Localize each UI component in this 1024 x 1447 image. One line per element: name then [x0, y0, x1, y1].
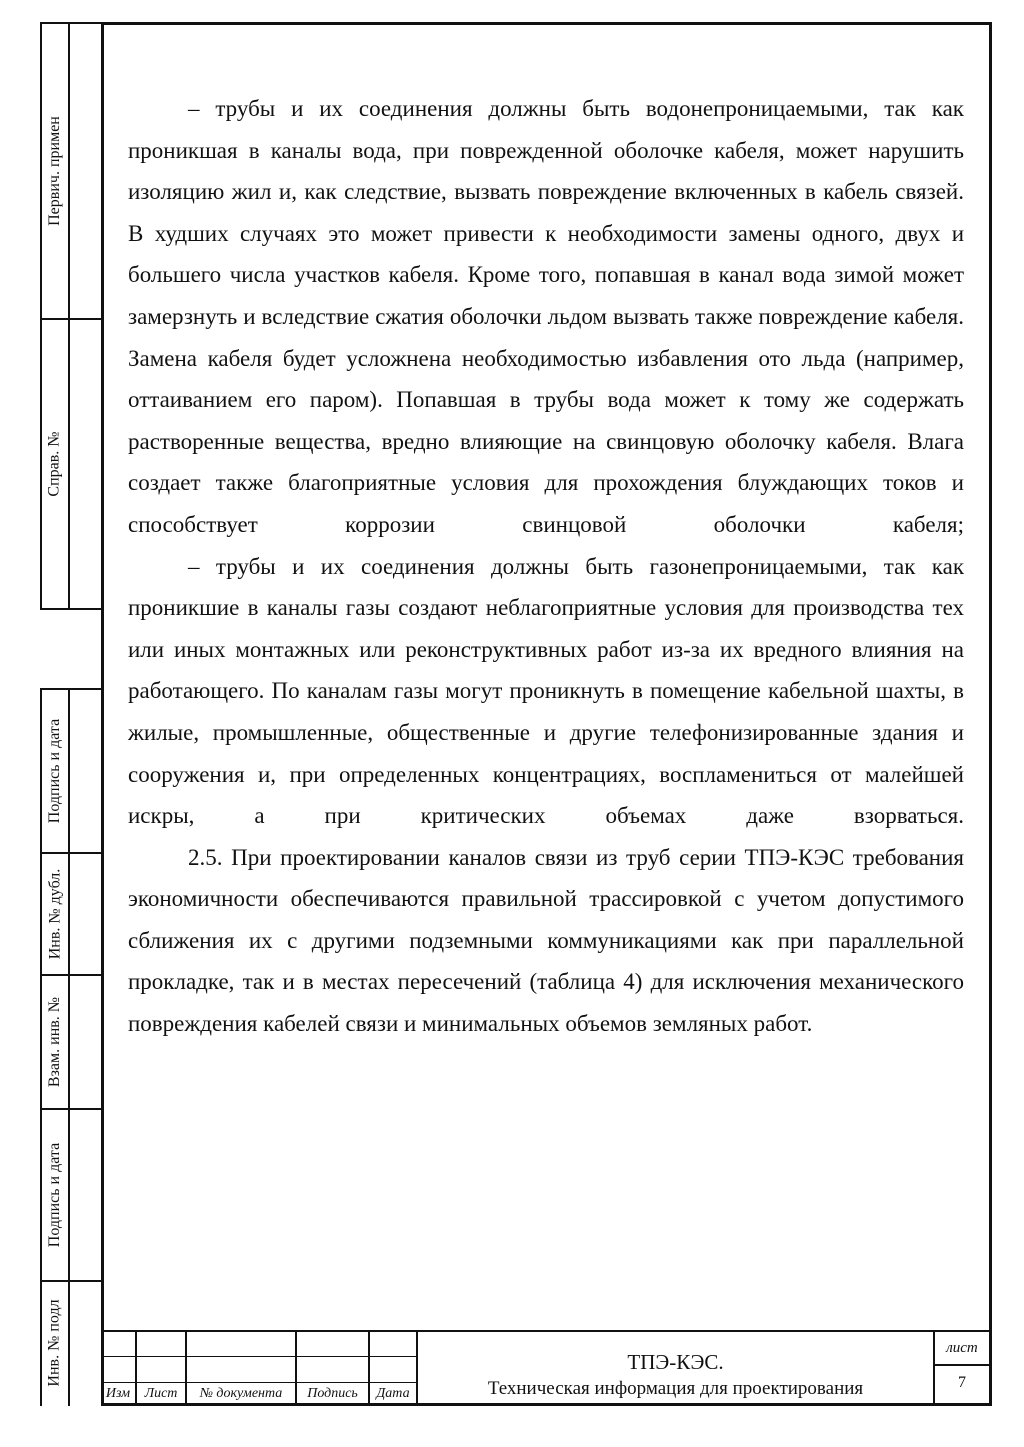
label-signature-date-1: Подпись и дата — [46, 718, 63, 824]
label-reference-no: Справ. № — [46, 431, 63, 497]
label-replacement-inv-no: Взам. инв. № — [46, 996, 64, 1088]
stamp-col-signature: Подпись — [307, 1386, 358, 1401]
stamp-sheet-divider — [933, 1364, 991, 1366]
label-duplicate-inv-no: Инв. № дубл. — [46, 868, 63, 960]
stamp-col-date: Дата — [376, 1386, 410, 1401]
frame-bottom-border — [101, 1403, 992, 1406]
stamp-col-doc-no: № документа — [199, 1386, 283, 1401]
body-text — [128, 88, 964, 1045]
paragraph-gas: – трубы и их соединения должны быть газонепроницаемыми, так как проникшие в каналы газы создают неблагоприятные условия для производства тех или иных монтажных или реконструктивных работ из-за их вредного влияния на работающего. По каналам газы могут проникнуть в помещение кабельной шахты, в жилые, промышленные, общественные и другие телефонизированные здания и сооружения и, при определенных концентрациях, воспламениться от малейшей искры, а при критических объемах даже взорваться. — [128, 553, 964, 829]
side-lower-inner — [68, 688, 70, 1406]
stamp-row-line-2 — [101, 1382, 418, 1383]
stamp-sheet-number: 7 — [958, 1374, 966, 1391]
frame-right-border — [989, 22, 992, 1406]
stamp-title-line1: ТПЭ-КЭС. — [627, 1350, 724, 1374]
stamp-row-line-1 — [101, 1356, 418, 1357]
side-upper-inner — [68, 22, 70, 610]
stamp-col-change: Изм — [105, 1386, 131, 1401]
stamp-sheet-label: лист — [946, 1340, 978, 1356]
paragraph-economy: 2.5. При проектировании каналов связи из труб серии ТПЭ-КЭС требования экономичности обеспечиваются правильной трассировкой с учетом допустимого сближения их с другими подземными коммуникациями как при параллельной прокладке, так и в местах пересечений (таблица 4) для исключения механического повреждения кабелей связи и минимальных объемов земляных работ. — [128, 844, 964, 1037]
side-upper-bottom — [40, 608, 103, 610]
label-original-inv-no: Инв. № подл — [46, 1299, 64, 1387]
label-signature-date-2: Подпись и дата — [46, 1142, 63, 1248]
paragraph-water: – трубы и их соединения должны быть водонепроницаемыми, так как проникшая в каналы вода, при поврежденной оболочке кабеля, может нарушить изоляцию жил и, как следствие, вызвать повреждение включенных в кабель связей. В худших случаях это может привести к необходимости замены одного, двух и большего числа участков кабеля. Кроме того, попавшая в канал вода зимой может замерзнуть и вследствие сжатия оболочки льдом вызвать также повреждение кабеля. Замена кабеля будет усложнена необходимостью избавления ото льда (например, оттаиванием его паром). Попавшая в трубы вода может к тому же содержать растворенные вещества, вредно влияющие на свинцовую оболочку кабеля. Влага создает также благоприятные условия для прохождения блуждающих токов и способствует коррозии свинцовой оболочки кабеля; — [128, 96, 964, 537]
frame-top-border — [101, 22, 992, 25]
frame-left-border — [101, 22, 104, 1406]
stamp-col-sheet-label: Лист — [144, 1386, 178, 1401]
label-first-use: Первич. примен — [46, 116, 64, 226]
stamp-title-line2: Техническая информация для проектирования — [487, 1378, 864, 1399]
stamp-top-border — [101, 1330, 992, 1332]
